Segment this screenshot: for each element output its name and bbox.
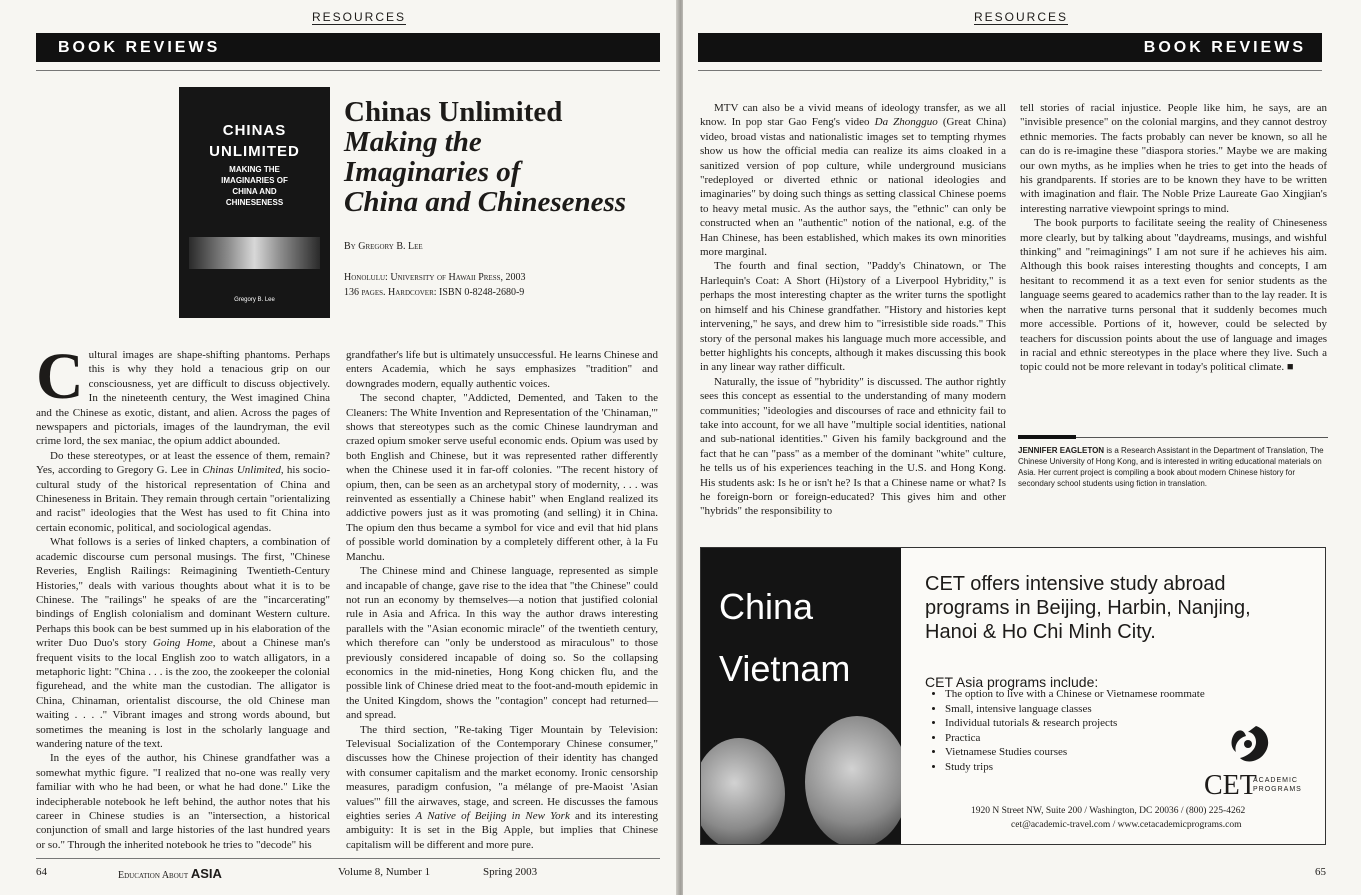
ad-program-item: • Practica xyxy=(945,731,1205,746)
ad-address: 1920 N Street NW, Suite 200 / Washington, DC 20036 / (800) 225-4262 cet@academic-travel.com / www.cetacademicprograms.com xyxy=(971,806,1246,830)
page-number-right: 65 xyxy=(1315,866,1326,878)
cover-image xyxy=(189,237,320,269)
ad-program-item: • Vietnamese Studies courses xyxy=(945,745,1205,760)
ad-photo-face-left xyxy=(701,738,785,844)
section-header: RESOURCES xyxy=(312,10,407,24)
bio-bar xyxy=(1018,435,1076,439)
cet-logo-subtitle: ACADEMIC PROGRAMS xyxy=(1253,777,1302,793)
ad-word-china: China xyxy=(719,586,814,627)
ad-photo-face-right xyxy=(805,716,901,844)
issue-date: Spring 2003 xyxy=(483,866,538,878)
byline: By Gregory B. Lee xyxy=(344,241,423,252)
cover-author: Gregory B. Lee xyxy=(234,297,275,303)
ad-program-item: • Individual tutorials & research projects xyxy=(945,716,1205,731)
book-cover xyxy=(179,87,330,318)
bio-rule xyxy=(1076,437,1328,438)
ad-headline: CET offers intensive study abroad programs in Beijing, Harbin, Nanjing, Hanoi & Ho Chi Minh City. xyxy=(925,573,1251,643)
author-bio: JENNIFER EAGLETON is a Research Assistant in the Department of Translation, The Chinese University of Hong Kong, and is interested in writing educational materials on Asia. Her current project is compiling a book about modern Chinese history for secondary school students using fiction in translation. xyxy=(1018,446,1324,488)
cet-logo-text: CET xyxy=(1204,770,1257,801)
footer-rule xyxy=(36,858,660,859)
ad-program-item: • The option to live with a Chinese or Vietnamese roommate xyxy=(945,687,1205,702)
header-rule xyxy=(36,70,660,71)
ad-photo-panel xyxy=(701,548,901,844)
volume-info: Volume 8, Number 1 xyxy=(338,866,431,878)
cover-title: CHINAS UNLIMITED xyxy=(209,122,300,160)
ad-program-list xyxy=(925,687,1205,775)
ad-program-item: • Study trips xyxy=(945,760,1205,775)
cet-logo-icon xyxy=(1226,722,1274,764)
ad-word-vietnam: Vietnam xyxy=(719,648,851,689)
cover-subtitle: MAKING THE IMAGINARIES OF CHINA AND CHINESENESS xyxy=(221,165,288,207)
drop-cap: C xyxy=(36,340,84,413)
book-reviews-bar: BOOK REVIEWS xyxy=(36,33,660,62)
author-name: JENNIFER EAGLETON xyxy=(1018,446,1105,455)
journal-name: Education About ASIA xyxy=(118,866,222,881)
section-header: RESOURCES xyxy=(974,10,1069,24)
book-reviews-bar: BOOK REVIEWS xyxy=(698,33,1322,62)
header-rule xyxy=(698,70,1322,71)
ad-subheading: CET Asia programs include: xyxy=(925,674,1099,690)
column-2: grandfather's life but is ultimately unsuccessful. He learns Chinese and enters Academia, which he says emphasizes "tradition" and downgrades modern, equally authentic voices. The second chapter, "Addicted, Demented, and Taken to the Cleaners: The White Invention and Representation of the 'Chinaman,'" shows that stereotypes such as the comic Chinese laundryman and crazed opium smoker serve useful economic ends. Opium was used by both English and Chinese, but it was represented rather differently when the Chinese used it in far-off colonies. "The recent history of opium, then, can be seen as an archetypal story of modernity, . . . was reinvented as essentially a Chinese habit" when England realized its addictive powers just as it was promoting (and selling) it in China. The opium den thus became a symbol for vice and evil that hid plans of possible world domination by a completely different other, à la Fu Manchu. The Chinese mind and Chinese language, represented as simple and incapable of change, gave rise to the idea that "the Chinese" could not run an economy by themselves—a notion that justified colonial rule in Asia and Africa. In this way the author draws interesting parallels with the "Asian economic miracle" of the twentieth century, which therefore can "only be understood as miraculous" to those previously considered incapable of doing so. So the collapsing economics in the mid-nineties, Hong Kong chicken flu, and the possible link of Chinese dried meat to the foot-and-mouth epidemic in the United Kingdom, shows the "contagion" concept had returned—and spread. The third section, "Re-taking Tiger Mountain by Television: Televisual Socialization of the Contemporary Chinese consumer," discusses how the Chinese projection of their identity has changed with consumer capitalism and the market economy. Ironic censorship measures, paradigm confusion, "a mélange of pre-Maoist 'Asian values'" fill the airwaves, stage, and screen. He discusses the famous eighties series A Native of Beijing in New York and its interesting ambiguity: It is set in the Big Apple, but implies that Chinese capitalism will be different and more pure. xyxy=(346,349,658,851)
left-page xyxy=(0,0,678,895)
column-4: tell stories of racial injustice. People like him, he says, are an "invisible presence" on the colonial margins, and they cannot destroy ethnic memories. The facts probably can never be known, so all he can do is re-imagine these "diaspora stories." Maybe we are making our own myths, as he implies when he tries to get into the heads of his grandparents. If stories are to be known they have to be written with imagination and flair. The Noble Prize Laureate Gao Xingjian's interesting narrative viewpoint springs to mind. The book purports to facilitate seeing the reality of Chineseness more clearly, but by talking about "daydreams, musings, and wishful thinking" and "reimaginings" I am not sure if he achieves his aim. Although this book raises interesting thoughts and concepts, I am hesitant to recommend it as a text even for senior students as the language seems geared to academics rather than to the lay reader. It is when the narrative turns personal that it suddenly becomes much more accessible. Portions of it, however, could be selected by teachers for discussion points about the use of language and images in racial and ethnic stereotypes in the place where they live. Such a topic could not be more relevant in today's political climate. ■ xyxy=(1020,102,1327,374)
ad-program-item: • Small, intensive language classes xyxy=(945,702,1205,717)
column-3: MTV can also be a vivid means of ideology transfer, as we all know. In pop star Gao Feng's video Da Zhongguo (Great China) video, broad vistas and nationalistic images set to tempting rhymes show us how the official media can realize its aims cloaked in a sanitized version of pop culture, while underground musicians "redeployed or diverted ethnic or national ideologies and imaginaries" by doing such things as setting classical Chinese poems to heavy metal music. As the author says, the "ethnic" can only be constructed when an "authentic" notion of the national, e.g. of the Han Chinese, has been established, which makes its own minorities more marginal. The fourth and final section, "Paddy's Chinatown, or The Harlequin's Coat: A Short (Hi)story of a Liverpool Hybridity," is perhaps the most interesting chapter as the writer turns the spotlight on himself and his Chinese grandfather. "History and histories kept intervening," he says, and drew him to "irresistible side roads." This story of the personal makes his language much more accessible, and better highlights his concepts, although it makes discussing this book in any linear way rather difficult. Naturally, the issue of "hybridity" is discussed. The author rightly sees this concept as essential to the understanding of many modern communities; "ideologies and discourses of race and ethnicity fail to take into account, for we all have "multiple social identities, national and sub-national identities." Given his family background and the fact that he can "pass" as a member of the dominant "white" culture, he tells us of his experiences teaching in the U.S. and Hong Kong. His students ask: Is he or isn't he? Is that a Chinese name or what? Is he foreign-born or foreign-educated? This gives him and other "hybrids" the responsibility to xyxy=(700,102,1007,518)
publication-info: Honolulu: University of Hawaii Press, 2003 136 pages. Hardcover: ISBN 0-8248-2680-9 xyxy=(344,272,526,298)
review-title: Chinas Unlimited Making the Imaginaries of China and Chineseness xyxy=(344,96,627,218)
page-number-left: 64 xyxy=(36,866,47,878)
column-1: Cultural images are shape-shifting phantoms. Perhaps this is why they hold a tenacious grip on our consciousness, yet are difficult to discuss objectively. In the nineteenth century, the West imagined China and the Chinese as exotic, distant, and alien. Across the pages of newspapers and pictorials, images of the laundryman, the evil crime lord, the sex maniac, the opium addict abounded. Do these stereotypes, or at least the essence of them, remain? Yes, according to Gregory G. Lee in Chinas Unlimited, his socio-cultural study of the historical representation of China and Chineseness in Britain. They remain through certain "orientalizing and racist" ideologies that the West has used to fit China into certain economic, political, and sociological agendas. What follows is a series of linked chapters, a combination of academic discourse cum personal musings. The first, "Chinese Reveries, English Railings: Reimagining Twentieth-Century Histories," deals with various thoughts about what it is to be Chinese. The "railings" he speaks of are the "incarcerating" bindings of English colonialism and dominant Western culture. Perhaps this book can be best summed up in his elaboration of the writer Duo Duo's story Going Home, about a Chinese man's frequent visits to the local English zoo to watch alligators, in a metaphoric light: "China . . . is the zoo, the zookeeper the colonial figurehead, and the white man the custodian. The alligator is China, Chinaman, orientalist discourse, the old Chinese man waiting . . . ." Vibrant images and strong words abound, but sometimes the meaning is lost in the scholarly language and wandering nature of the text. In the eyes of the author, his Chinese grandfather was a somewhat mythic figure. "I realized that no-one was really very familiar with who he had been, or what he had done." Like the indecipherable notebook he left behind, the author notes that his career in Chinese studies is an "intersection, a historical conjunction of small and large histories of the last hundred years or so." Through the inherited notebook he tries to "decode" his xyxy=(36,340,330,851)
cet-advertisement xyxy=(700,547,1326,845)
